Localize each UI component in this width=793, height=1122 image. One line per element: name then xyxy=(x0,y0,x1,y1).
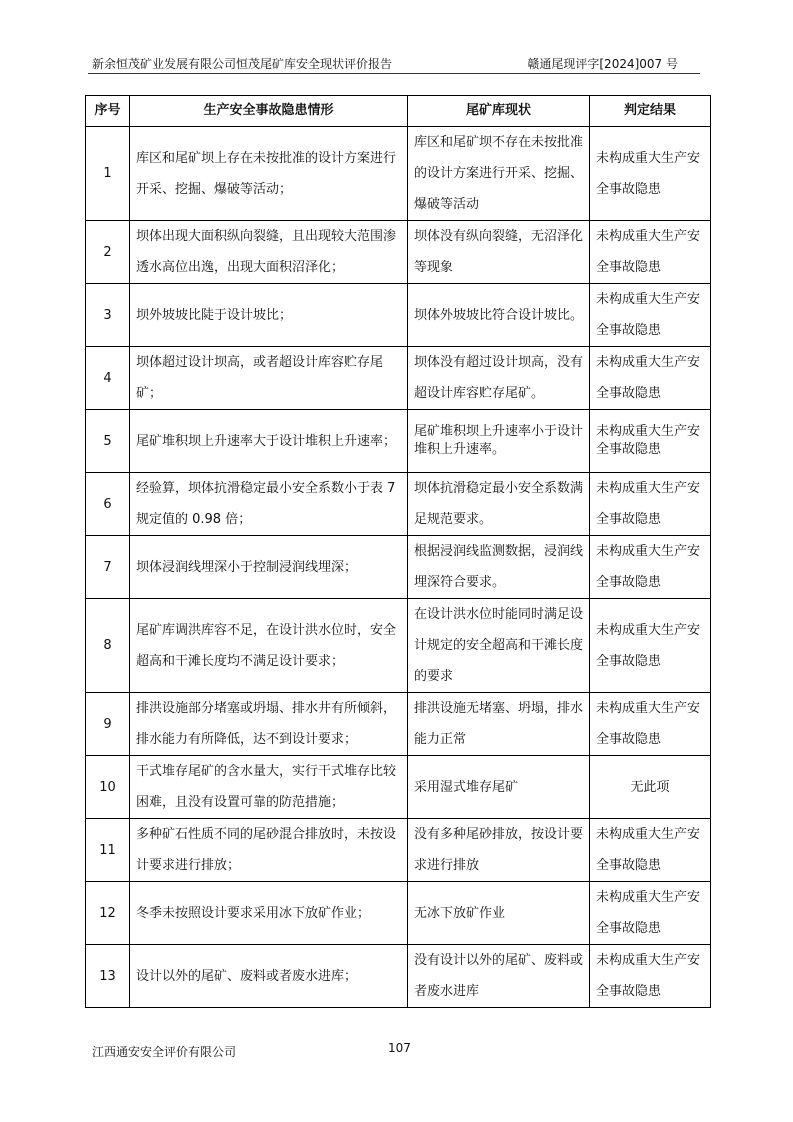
result-cell: 未构成重大生产安全事故隐患 xyxy=(590,410,711,473)
situation-cell: 经验算，坝体抗滑稳定最小安全系数小于表 7 规定值的 0.98 倍； xyxy=(130,473,408,536)
result-cell: 未构成重大生产安全事故隐患 xyxy=(590,284,711,347)
row-number: 4 xyxy=(86,347,130,410)
situation-cell: 设计以外的尾矿、废料或者废水进库； xyxy=(130,945,408,1008)
footer-company: 江西通安安全评价有限公司 xyxy=(92,1045,237,1059)
row-number: 7 xyxy=(86,536,130,599)
result-cell: 无此项 xyxy=(590,756,711,819)
table-row xyxy=(86,756,711,819)
result-cell: 未构成重大生产安全事故隐患 xyxy=(590,599,711,693)
status-cell: 库区和尾矿坝不存在未按批准的设计方案进行开采、挖掘、爆破等活动 xyxy=(408,127,590,221)
status-cell: 根据浸润线监测数据，浸润线埋深符合要求。 xyxy=(408,536,590,599)
table-row xyxy=(86,410,711,473)
column-header-situation: 生产安全事故隐患情形 xyxy=(130,96,408,127)
situation-cell: 坝体浸润线埋深小于控制浸润线埋深； xyxy=(130,536,408,599)
page-number: 107 xyxy=(388,1041,411,1055)
result-cell: 未构成重大生产安全事故隐患 xyxy=(590,127,711,221)
status-cell: 在设计洪水位时能同时满足设计规定的安全超高和干滩长度的要求 xyxy=(408,599,590,693)
status-cell: 坝体抗滑稳定最小安全系数满足规范要求。 xyxy=(408,473,590,536)
status-cell: 没有多种尾砂排放，按设计要求进行排放 xyxy=(408,819,590,882)
result-cell: 未构成重大生产安全事故隐患 xyxy=(590,347,711,410)
situation-cell: 坝外坡坡比陡于设计坡比； xyxy=(130,284,408,347)
row-number: 12 xyxy=(86,882,130,945)
result-cell: 未构成重大生产安全事故隐患 xyxy=(590,473,711,536)
situation-cell: 坝体出现大面积纵向裂缝，且出现较大范围渗透水高位出逸，出现大面积沼泽化； xyxy=(130,221,408,284)
situation-cell: 干式堆存尾矿的含水量大，实行干式堆存比较困难，且没有设置可靠的防范措施； xyxy=(130,756,408,819)
table-row xyxy=(86,221,711,284)
situation-cell: 尾矿库调洪库容不足，在设计洪水位时，安全超高和干滩长度均不满足设计要求； xyxy=(130,599,408,693)
situation-cell: 排洪设施部分堵塞或坍塌、排水井有所倾斜，排水能力有所降低，达不到设计要求； xyxy=(130,693,408,756)
report-title: 新余恒茂矿业发展有限公司恒茂尾矿库安全现状评价报告 xyxy=(92,57,393,71)
table-row xyxy=(86,127,711,221)
column-header-result: 判定结果 xyxy=(590,96,711,127)
situation-cell: 多种矿石性质不同的尾砂混合排放时，未按设计要求进行排放； xyxy=(130,819,408,882)
status-cell: 无冰下放矿作业 xyxy=(408,882,590,945)
result-cell: 未构成重大生产安全事故隐患 xyxy=(590,693,711,756)
table-row xyxy=(86,882,711,945)
column-header-status: 尾矿库现状 xyxy=(408,96,590,127)
table-row xyxy=(86,347,711,410)
situation-cell: 库区和尾矿坝上存在未按批准的设计方案进行开采、挖掘、爆破等活动； xyxy=(130,127,408,221)
row-number: 10 xyxy=(86,756,130,819)
hazard-assessment-table xyxy=(85,95,711,1008)
row-number: 1 xyxy=(86,127,130,221)
table-row xyxy=(86,284,711,347)
table-header-row xyxy=(86,96,711,127)
result-cell: 未构成重大生产安全事故隐患 xyxy=(590,882,711,945)
situation-cell: 尾矿堆积坝上升速率大于设计堆积上升速率； xyxy=(130,410,408,473)
situation-cell: 冬季未按照设计要求采用冰下放矿作业； xyxy=(130,882,408,945)
status-cell: 采用湿式堆存尾矿 xyxy=(408,756,590,819)
table-row xyxy=(86,945,711,1008)
row-number: 3 xyxy=(86,284,130,347)
table-row xyxy=(86,473,711,536)
status-cell: 尾矿堆积坝上升速率小于设计堆积上升速率。 xyxy=(408,410,590,473)
row-number: 11 xyxy=(86,819,130,882)
row-number: 5 xyxy=(86,410,130,473)
result-cell: 未构成重大生产安全事故隐患 xyxy=(590,819,711,882)
result-cell: 未构成重大生产安全事故隐患 xyxy=(590,221,711,284)
row-number: 13 xyxy=(86,945,130,1008)
table-row xyxy=(86,599,711,693)
result-cell: 未构成重大生产安全事故隐患 xyxy=(590,536,711,599)
row-number: 2 xyxy=(86,221,130,284)
table-row xyxy=(86,693,711,756)
status-cell: 没有设计以外的尾矿、废料或者废水进库 xyxy=(408,945,590,1008)
page-header xyxy=(88,56,700,74)
status-cell: 坝体没有超过设计坝高，没有超设计库容贮存尾矿。 xyxy=(408,347,590,410)
table-row xyxy=(86,819,711,882)
table-row xyxy=(86,536,711,599)
row-number: 6 xyxy=(86,473,130,536)
status-cell: 坝体外坡坡比符合设计坡比。 xyxy=(408,284,590,347)
document-number: 赣通尾现评字[2024]007 号 xyxy=(527,57,678,71)
status-cell: 坝体没有纵向裂缝，无沼泽化等现象 xyxy=(408,221,590,284)
status-cell: 排洪设施无堵塞、坍塌，排水能力正常 xyxy=(408,693,590,756)
situation-cell: 坝体超过设计坝高，或者超设计库容贮存尾矿； xyxy=(130,347,408,410)
column-header-no: 序号 xyxy=(86,96,130,127)
result-cell: 未构成重大生产安全事故隐患 xyxy=(590,945,711,1008)
row-number: 9 xyxy=(86,693,130,756)
row-number: 8 xyxy=(86,599,130,693)
